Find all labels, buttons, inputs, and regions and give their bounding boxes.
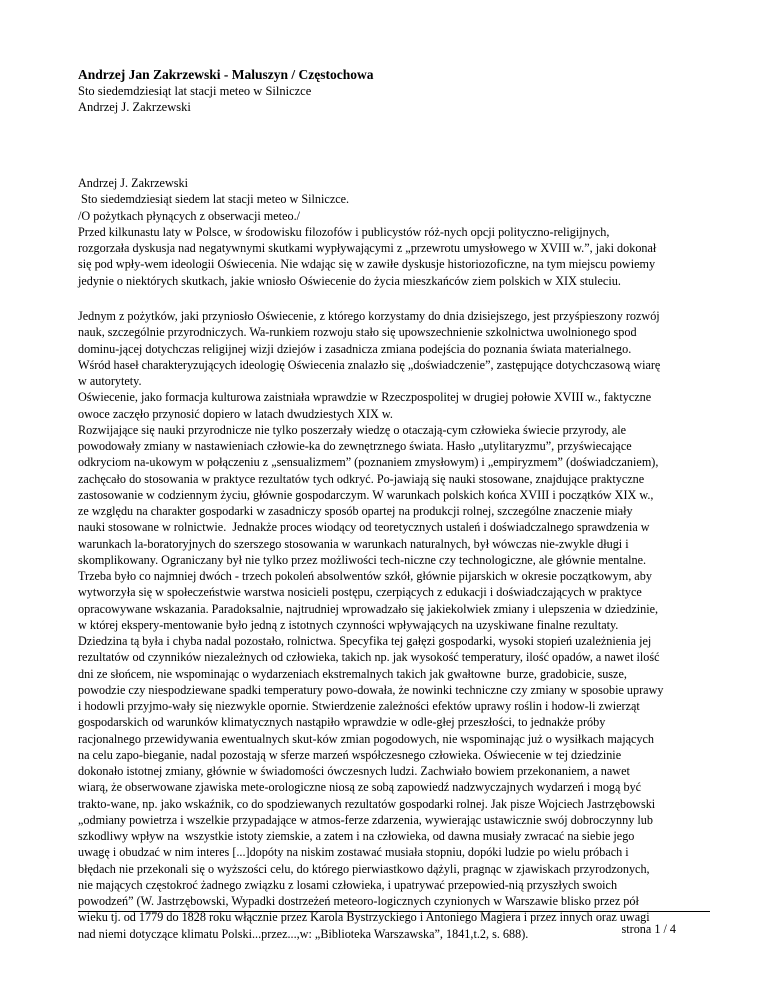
body-line: zachęcało do stosowania w praktyce rezultatów tych odkryć. Po-jawiają się nauki stosowane, znajdujące praktyczne — [78, 471, 645, 486]
body-line: nauki stosowane w rolnictwie. Jednakże proces wiodący od teoretycznych ustaleń i doświadczalnego sprawdzenia w — [78, 520, 650, 535]
intro-line: Sto siedemdziesiąt siedem lat stacji meteo w Silniczce. — [78, 192, 350, 207]
intro-line: /O pożytkach płynących z obserwacji meteo./ — [78, 208, 300, 223]
body-line: zastosowanie w codziennym życiu, głównie gospodarczym. W warunkach polskich końca XVIII i początków XIX w., — [78, 487, 654, 502]
body-line: w autorytety. — [78, 374, 142, 388]
intro-line: rozgorzała dyskusja nad negatywnymi skutkami wypływającymi z „przewrotu umysłowego w XVIII w.”, jaki dokonał — [78, 241, 657, 255]
body-line: racjonalnego przewidywania ewentualnych skut-ków zmian pogodowych, nie wspominając już o wysiłkach mających — [78, 731, 655, 746]
body-line: nauk, szczególnie przyrodniczych. Wa-runkiem rozwoju stało się upowszechnienie szkolnictwa uwolnionego spod — [78, 325, 637, 340]
document-author: Andrzej J. Zakrzewski — [78, 100, 191, 114]
body-line: na celu zapo-bieganie, nadal pozostają w sferze marzeń współczesnego człowieka. Oświecenie w tej dziedzinie — [78, 747, 622, 762]
body-line: nad niemi dotyczące klimatu Polski...przez...,w: „Biblioteka Warszawska”, 1841,t.2, s. 688). — [78, 926, 529, 941]
intro-line: się pod wpły-wem ideologii Oświecenia. Nie wdając się w zawiłe dyskusje historiozoficzne, na tym miejscu powiemy — [78, 257, 656, 272]
body-line: błędach nie przekonali się o wyższości celu, do którego pierwiastkowo dążyli, pragnąc w zjawiskach przyrodzonych, — [78, 861, 650, 876]
body-line: Jednym z pożytków, jaki przyniosło Oświecenie, z którego korzystamy do dnia dzisiejszego, jest przyśpieszony rozwój — [78, 309, 660, 323]
body-line: gospodarskich od warunków klimatycznych nastąpiło wprawdzie w odle-głej przeszłości, to jednakże próby — [78, 715, 606, 730]
body-line: warunkach la-boratoryjnych do szerszego stosowania w warunkach naturalnych, był wówczas nie-zwykle długi i — [78, 536, 629, 551]
intro-line: jedynie o niektórych skutkach, jakie wniosło Oświecenie do życia mieszkańców ziem polskich w XIX stuleciu. — [78, 273, 621, 288]
body-section — [78, 308, 708, 942]
body-line: wytworzyła się w społeczeństwie warstwa nosicieli postępu, czerpiących z edukacji i doświadczających w praktyce — [78, 585, 642, 600]
document-subtitle: Sto siedemdziesiąt lat stacji meteo w Silniczce — [78, 84, 312, 98]
body-line: wieku tj. od 1779 do 1828 roku włącznie przez Karola Bystrzyckiego i Antoniego Magiera i przez innych oraz uwagi — [78, 910, 650, 925]
intro-line: Andrzej J. Zakrzewski — [78, 176, 188, 190]
intro-section — [78, 175, 708, 289]
body-line: „odmiany powietrza i wszelkie przypadające w atmos-ferze zdarzenia, wywierając ustawicznie swój dobroczynny lub — [78, 812, 653, 827]
body-line: powodowały zmiany w nastawieniach człowie-ka do zewnętrznego świata. Hasło „utylitaryzmu”, przyświecające — [78, 439, 632, 453]
body-line: Oświecenie, jako formacja kulturowa zaistniała wprawdzie w Rzeczpospolitej w drugiej połowie XVIII w., faktyczne — [78, 390, 652, 405]
body-line: szkodliwy wpływ na wszystkie istoty ziemskie, a zatem i na człowieka, od dawna musiały zwracać na siebie jego — [78, 829, 635, 843]
body-line: Dziedzina tą była i chyba nadal pozostało, rolnictwa. Specyfika tej gałęzi gospodarki, wysoki stopień uzależnienia jej — [78, 634, 652, 648]
body-line: uwagę i obudzać w nim interes [...]dopóty na niskim zostawać musiała stopniu, dopóki ludzie po wielu próbach i — [78, 845, 629, 860]
body-line: rezultatów od czynników niezależnych od człowieka, takich np. jak wysokość temperatury, ilość opadów, a nawet ilość — [78, 650, 660, 665]
body-line: w której ekspery-mentowanie było jedną z istotnych czynności wpływających na uzyskiwane finalne rezultaty. — [78, 617, 619, 632]
body-line: owoce zaczęło przynosić dopiero w latach dwudziestych XIX w. — [78, 406, 393, 421]
page-title: Andrzej Jan Zakrzewski - Maluszyn / Częstochowa — [78, 67, 374, 82]
body-line: ze względu na charakter gospodarki w zasadniczy sposób opartej na produkcji rolnej, szczególne znaczenie miały — [78, 504, 633, 518]
body-line: dominu-jącej dotychczas religijnej wizji dziejów i zasadnicza zmiana podejścia do poznania świata materialnego. — [78, 341, 632, 356]
body-line: Rozwijające się nauki przyrodnicze nie tylko poszerzały wiedzę o otaczają-cym człowieka świecie przyrody, ale — [78, 422, 627, 437]
body-line: opracowywane wskazania. Paradoksalnie, najtrudniej wprowadzało się jakiekolwiek zmiany i ulepszenia w dziedzinie, — [78, 601, 659, 616]
body-line: Wśród haseł charakteryzujących ideologię Oświecenia znalazło się „doświadczenie”, zastępujące dotychczasową wiarę — [78, 357, 661, 372]
footer-divider — [78, 911, 710, 912]
body-line: Trzeba było co najmniej dwóch - trzech pokoleń absolwentów szkół, głównie pijarskich w okresie początkowym, aby — [78, 569, 652, 583]
body-line: trakto-wane, np. jako wskaźnik, co do spodziewanych rezultatów gospodarki rolnej. Jak pisze Wojciech Jastrzębowski — [78, 796, 656, 811]
body-line: i hodowli przyjmo-wały się niezwykle opornie. Stwierdzenie zależności efektów uprawy roślin i hodow-li zwierząt — [78, 699, 640, 713]
document-header — [78, 66, 698, 115]
body-line: skomplikowany. Ograniczany był nie tylko przez możliwości tech-niczne czy technologiczne, ale głównie mentalne. — [78, 552, 647, 567]
body-line: wiarą, że obserwowane zjawiska mete-orologiczne niosą ze sobą zapowiedź nadzwyczajnych wydarzeń i mogą być — [78, 780, 642, 795]
intro-line: Przed kilkunastu laty w Polsce, w środowisku filozofów i publicystów róż-nych opcji polityczno-religijnych, — [78, 224, 610, 239]
body-line: dni ze słońcem, nie wspominając o wydarzeniach ekstremalnych takich jak gwałtowne burze, gradobicie, susze, — [78, 666, 627, 681]
page-number: strona 1 / 4 — [621, 922, 676, 936]
body-line: dokonało istotnej zmiany, głównie w świadomości ówczesnych ludzi. Zachwiało bowiem przekonaniem, a nawet — [78, 764, 630, 778]
body-line: odkryciom na-ukowym w połączeniu z „sensualizmem” (poznaniem zmysłowym) i „empiryzmem” (doświadczaniem), — [78, 455, 659, 470]
body-line: powodzie czy niespodziewane spadki temperatury powo-dowała, że nowinki techniczne czy zmiany w sposobie uprawy — [78, 682, 664, 697]
body-line: powodzeń” (W. Jastrzębowski, Wypadki dostrzeżeń meteoro-logicznych czynionych w Warszawie blisko przez pół — [78, 894, 639, 908]
body-line: nie mających częstokroć żadnego związku z losami człowieka, i upatrywać przepowied-nią przyszłych swoich — [78, 877, 618, 892]
